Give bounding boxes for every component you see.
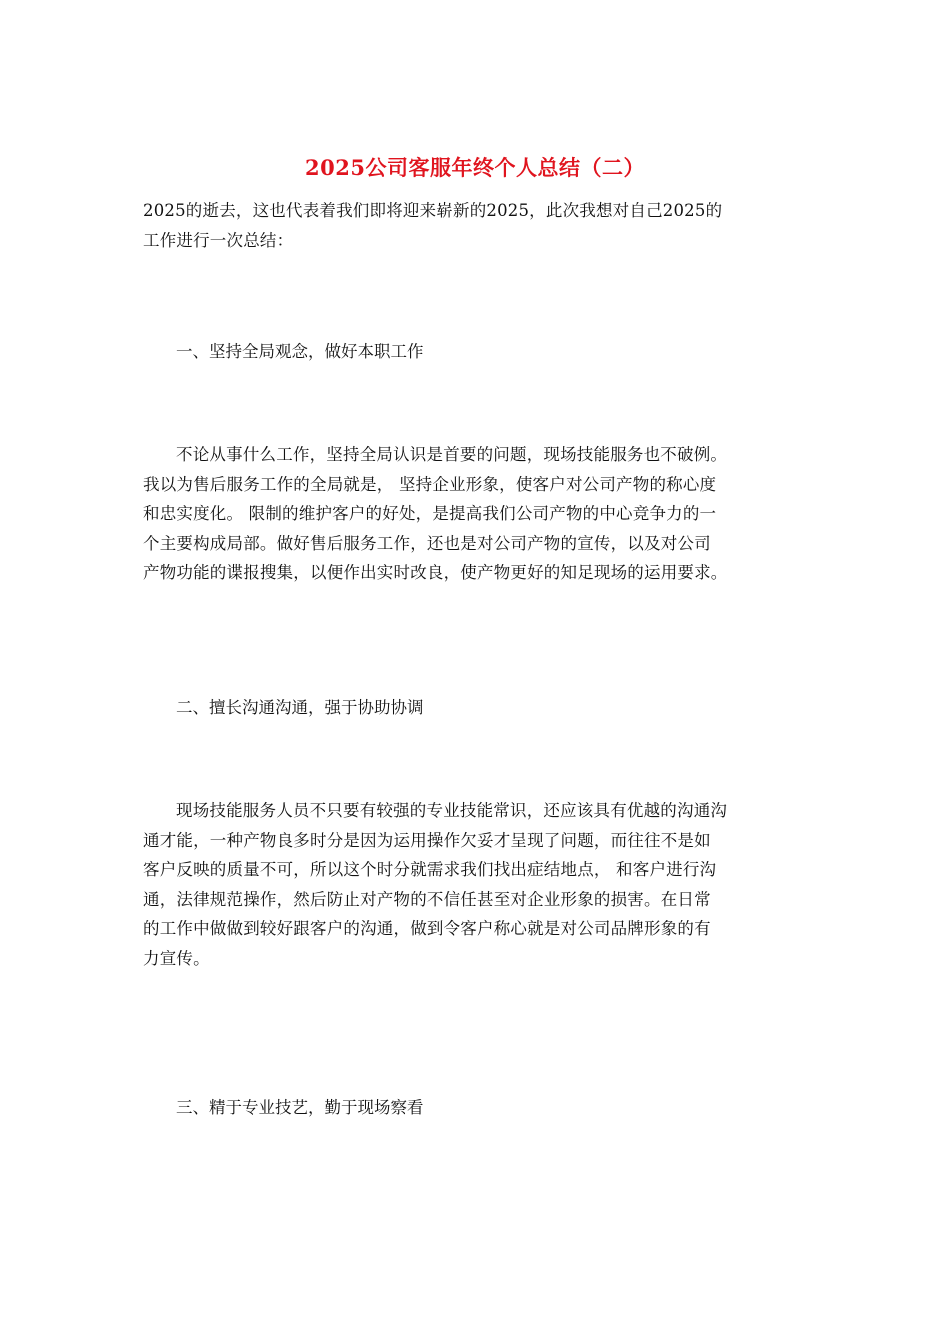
intro-paragraph <box>143 196 808 255</box>
paragraph-line: 不论从事什么工作，坚持全局认识是首要的问题，现场技能服务也不破例。 <box>176 445 728 464</box>
intro-line: 工作进行一次总结： <box>143 230 294 250</box>
paragraph-line: 和忠实度化。 限制的维护客户的好处，是提高我们公司产物的中心竞争力的一 <box>143 504 717 523</box>
document-title: 2025公司客服年终个人总结（二） <box>305 155 645 180</box>
paragraph-line: 现场技能服务人员不只要有较强的专业技能常识，还应该具有优越的沟通沟 <box>176 801 728 820</box>
paragraph-line: 客户反映的质量不可，所以这个时分就需求我们找出症结地点， 和客户进行沟 <box>143 860 717 879</box>
paragraph-line: 的工作中做做到较好跟客户的沟通，做到令客户称心就是对公司品牌形象的有 <box>143 919 711 938</box>
paragraph-line: 通才能，一种产物良多时分是因为运用操作欠妥才呈现了问题，而往往不是如 <box>143 830 711 850</box>
section-2-paragraph <box>143 796 808 973</box>
intro-line: 2025的逝去，这也代表着我们即将迎来崭新的2025，此次我想对自己2025的 <box>143 201 723 220</box>
paragraph-line: 个主要构成局部。做好售后服务工作，还也是对公司产物的宣传，以及对公司 <box>143 533 711 553</box>
paragraph-line: 通，法律规范操作，然后防止对产物的不信任甚至对企业形象的损害。在日常 <box>143 889 711 909</box>
section-2-heading: 二、擅长沟通沟通，强于协助协调 <box>176 698 424 717</box>
section-3-heading: 三、精于专业技艺，勤于现场察看 <box>176 1098 424 1117</box>
paragraph-line: 产物功能的谍报搜集，以便作出实时改良，使产物更好的知足现场的运用要求。 <box>143 563 728 582</box>
paragraph-line: 我以为售后服务工作的全局就是， 坚持企业形象，使客户对公司产物的称心度 <box>143 474 717 494</box>
paragraph-line: 力宣传。 <box>143 948 210 968</box>
section-1-heading: 一、坚持全局观念，做好本职工作 <box>176 342 424 361</box>
section-1-paragraph <box>143 440 808 588</box>
